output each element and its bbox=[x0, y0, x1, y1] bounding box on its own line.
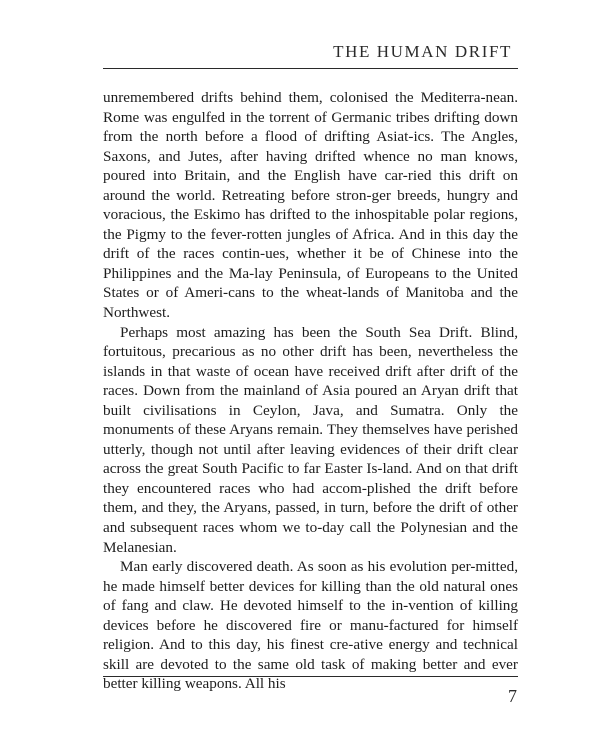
paragraph-3: Man early discovered death. As soon as his evolution per-mitted, he made himself better devices for killing than the old natural ones of fang and claw. He devoted himself to the in-vention of killing devices before he discovered fire or manu-factured for himself religion. And to this day, his finest cre-ative energy and technical skill are devoted to the same old task of making better and ever better killing weapons. All his bbox=[103, 558, 518, 693]
footer-rule bbox=[103, 676, 518, 677]
header-rule bbox=[103, 68, 518, 69]
paragraph-1: unremembered drifts behind them, colonised the Mediterra-nean. Rome was engulfed in the torrent of Germanic tribes drifting down from the north before a flood of drifting Asiat-ics. The Angles, Saxons, and Jutes, after having drifted whence no man knows, poured into Britain, and the English have car-ried this drift on around the world. Retreating before stron-ger breeds, hungry and voracious, the Eskimo has drifted to the inhospitable polar regions, the Pigmy to the fever-rotten jungles of Africa. And in this day the drift of the races contin-ues, whether it be of Chinese into the Philippines and the Ma-lay Peninsula, of Europeans to the United States or of Ameri-cans to the wheat-lands of Manitoba and the Northwest. bbox=[103, 89, 518, 322]
page-number: 7 bbox=[508, 686, 517, 706]
paragraph-2: Perhaps most amazing has been the South Sea Drift. Blind, fortuitous, precarious as no other drift has been, nevertheless the islands in that waste of ocean have received drift after drift of the races. Down from the mainland of Asia poured an Aryan drift that built civilisations in Ceylon, Java, and Sumatra. Only the monuments of these Aryans remain. They themselves have perished utterly, though not until after leaving evidences of their drift clear across the great South Pacific to far Easter Is-land. And on that drift they encountered races who had accom-plished the drift before them, and they, the Aryans, passed, in turn, before the drift of other and subsequent races whom we to-day call the Polynesian and the Melanesian. bbox=[103, 323, 518, 556]
page-body bbox=[103, 88, 518, 694]
running-head: THE HUMAN DRIFT bbox=[333, 42, 512, 61]
